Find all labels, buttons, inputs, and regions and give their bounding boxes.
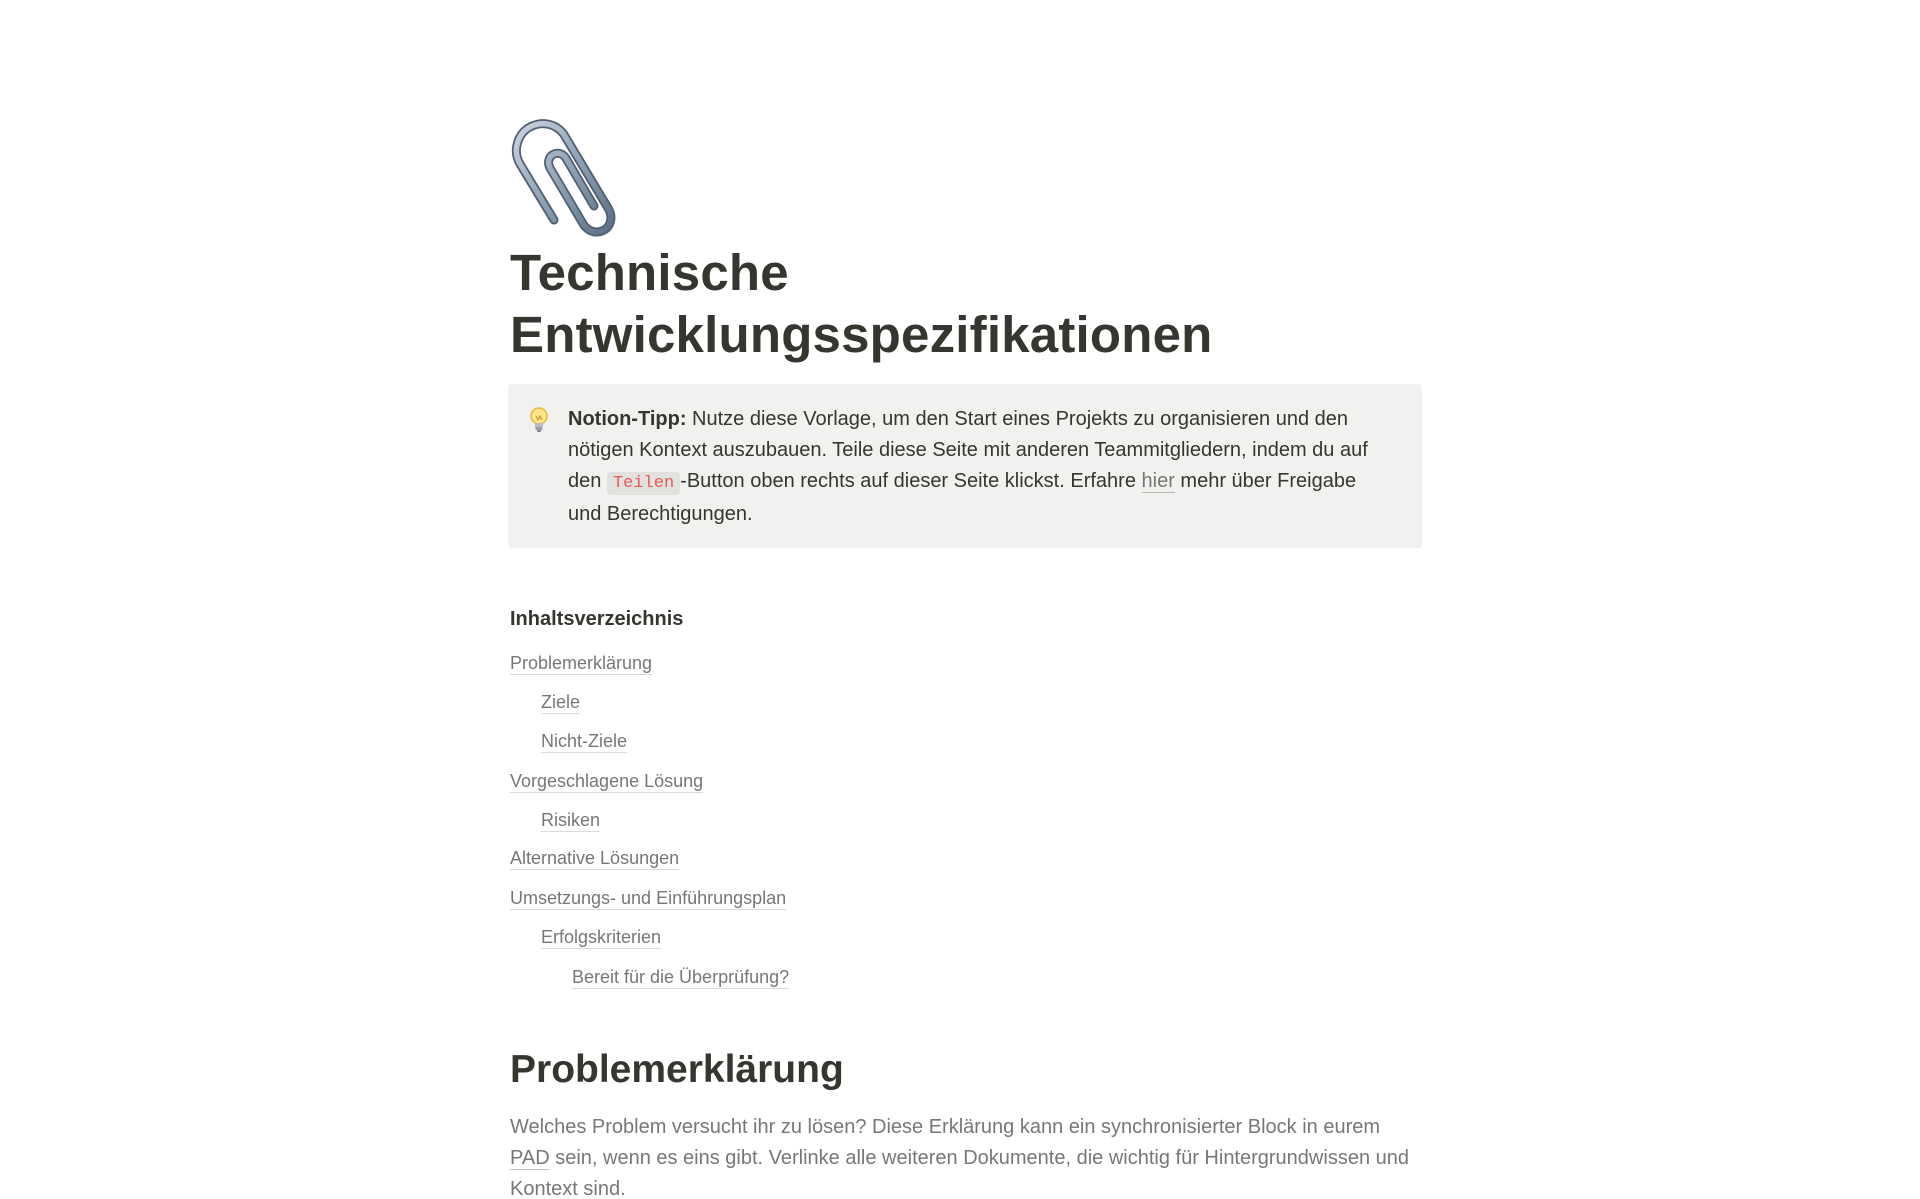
link-hier[interactable]: hier	[1141, 470, 1175, 492]
toc-item-label: Bereit für die Überprüfung?	[572, 967, 790, 987]
toc-item-label: Alternative Lösungen	[510, 848, 680, 868]
callout-text	[568, 404, 1388, 530]
page-title-line2: Entwicklungsspezifikationen	[510, 306, 1213, 363]
callout-bold-label: Notion-Tipp:	[568, 408, 687, 430]
inline-code-teilen: Teilen	[607, 472, 680, 495]
page-title[interactable]	[510, 242, 1422, 366]
toc-item-problemerklaerung[interactable]	[510, 650, 652, 676]
toc-item-umsetzungsplan[interactable]	[510, 885, 786, 911]
toc-item-label: Vorgeschlagene Lösung	[510, 771, 704, 791]
callout-text-part2: -Button oben rechts auf dieser Seite klickst. Erfahre	[680, 470, 1142, 492]
callout-text-part3: mehr über Freigabe und Berechtigungen.	[568, 470, 1357, 525]
section-body-text[interactable]	[510, 1112, 1422, 1199]
toc-heading: Inhaltsverzeichnis	[510, 608, 684, 630]
toc-item-label: Nicht-Ziele	[541, 731, 628, 751]
toc-item-nicht-ziele[interactable]	[541, 728, 627, 754]
toc-item-ziele[interactable]	[541, 689, 580, 715]
callout-text-part1: Nutze diese Vorlage, um den Start eines Projekts zu organisieren und den nötigen Kontext auszubauen. Teile diese Seite mit anderen Teammitgliedern, indem du auf den	[568, 408, 1368, 492]
toc-item-label: Problemerklärung	[510, 653, 653, 673]
toc-item-erfolgskriterien[interactable]	[541, 924, 661, 950]
toc-item-risiken[interactable]	[541, 807, 600, 833]
toc-item-label: Risiken	[541, 810, 601, 830]
toc-item-vorgeschlagene-loesung[interactable]	[510, 768, 703, 794]
section-text-part2: sein, wenn es eins gibt. Verlinke alle weiteren Dokumente, die wichtig für Hintergrundwissen und Kontext sind.	[510, 1147, 1409, 1199]
toc-item-bereit-ueberpruefung[interactable]	[572, 964, 789, 990]
notion-tip-callout	[508, 384, 1422, 548]
lightbulb-icon	[528, 406, 550, 434]
paperclip-icon[interactable]	[510, 112, 636, 238]
toc-item-alternative-loesungen[interactable]	[510, 845, 679, 871]
link-pad[interactable]: PAD	[510, 1147, 550, 1169]
toc-item-label: Erfolgskriterien	[541, 927, 662, 947]
toc-item-label: Umsetzungs- und Einführungsplan	[510, 888, 787, 908]
section-heading-problemerklaerung[interactable]: Problemerklärung	[510, 1048, 844, 1091]
section-text-part1: Welches Problem versucht ihr zu lösen? Diese Erklärung kann ein synchronisierter Block in eurem	[510, 1116, 1381, 1138]
page-title-line1: Technische	[510, 244, 789, 301]
toc-item-label: Ziele	[541, 692, 581, 712]
